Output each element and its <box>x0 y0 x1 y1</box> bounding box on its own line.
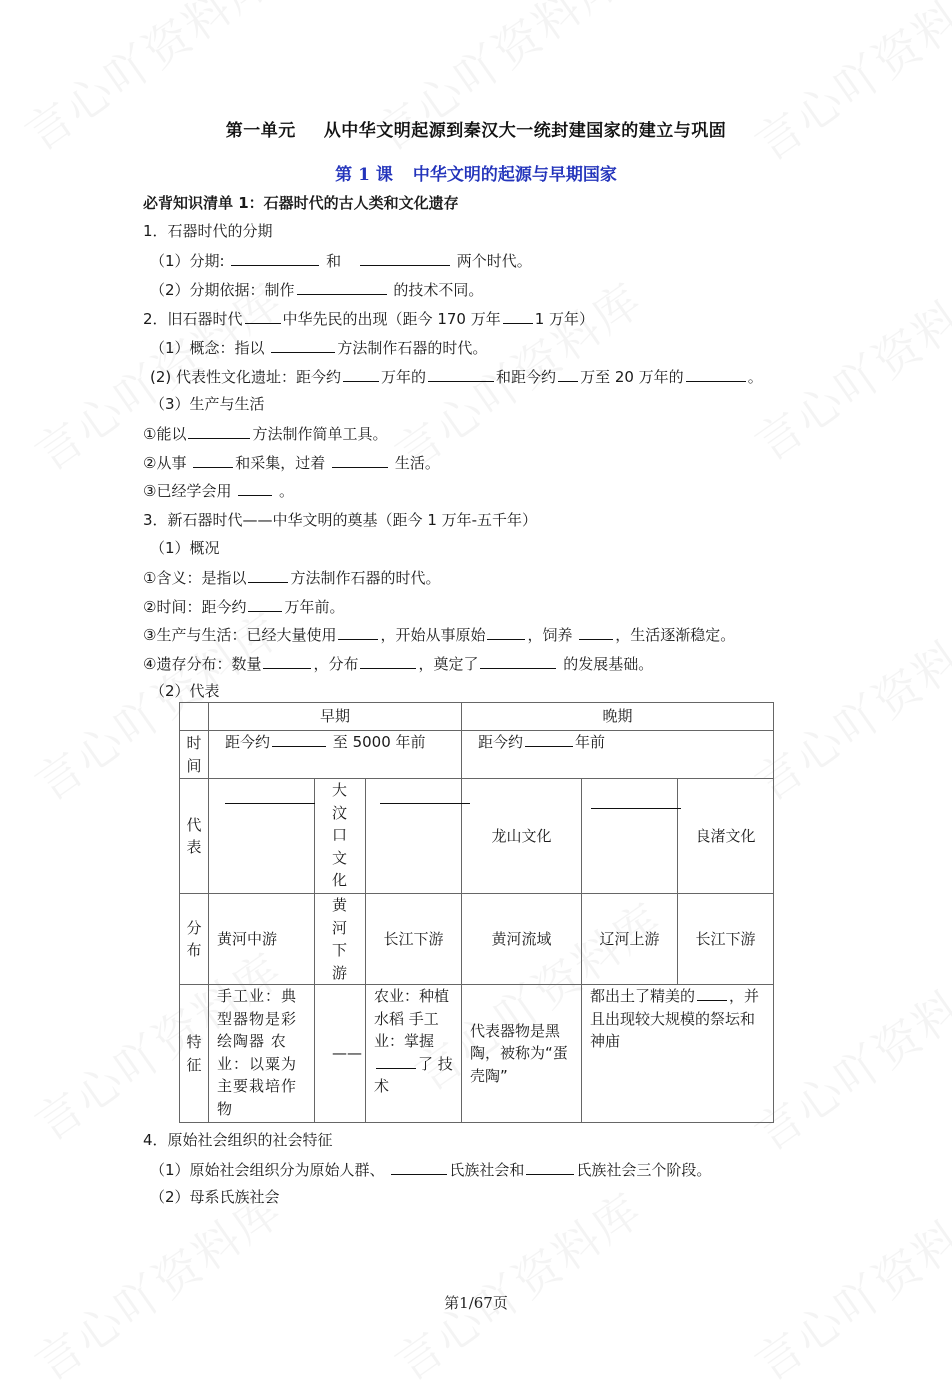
s3-title: 3．新石器时代——中华文明的奠基（距今 1 万年-五千年） <box>143 511 538 529</box>
fill-blank[interactable] <box>376 1053 416 1069</box>
fill-blank[interactable] <box>480 653 556 669</box>
text: （2）分期依据：制作 <box>150 281 295 299</box>
s2-line2 <box>150 366 763 387</box>
text: ，饲养 <box>527 626 573 644</box>
fill-blank[interactable] <box>525 731 573 747</box>
rep-late-blank[interactable] <box>582 779 678 894</box>
fill-blank[interactable] <box>231 250 319 266</box>
table-header-row <box>180 703 774 731</box>
header-late: 晚期 <box>462 703 774 731</box>
text: ①能以 <box>143 425 187 443</box>
fill-blank[interactable] <box>360 653 416 669</box>
s2-item2 <box>143 452 440 473</box>
text: 中华先民的出现（距今 170 万年 <box>282 310 501 328</box>
label-text: 特征 <box>186 1033 202 1074</box>
fill-blank[interactable] <box>332 452 388 468</box>
s3-item4 <box>143 653 653 674</box>
text: （1）概念：指以 <box>150 339 265 357</box>
s3-item2 <box>143 596 344 617</box>
dist-c4: 黄河流域 <box>462 894 582 985</box>
text: ②时间：距今约 <box>143 598 247 616</box>
s2-title <box>143 308 594 329</box>
rep-longshan: 龙山文化 <box>462 779 582 894</box>
rep-early-blank-2[interactable] <box>366 779 462 894</box>
label-text: 代表 <box>186 815 202 856</box>
rep-liangzhu: 良渚文化 <box>678 779 774 894</box>
text: 1 万年） <box>534 310 595 328</box>
fill-blank[interactable] <box>391 1159 447 1175</box>
fill-blank[interactable] <box>343 366 379 382</box>
text: ③生产与生活：已经大量使用 <box>143 626 337 644</box>
fill-blank[interactable] <box>272 731 326 747</box>
fill-blank[interactable] <box>526 1159 574 1175</box>
fill-blank[interactable] <box>338 624 378 640</box>
row-label-rep <box>180 779 209 894</box>
text: （1）原始社会组织分为原始人群、 <box>150 1161 385 1179</box>
table-row-time <box>180 731 774 779</box>
text: （1）分期: <box>150 252 225 270</box>
fill-blank[interactable] <box>248 567 288 583</box>
dist-c6: 长江下游 <box>678 894 774 985</box>
fill-blank[interactable] <box>697 985 727 1001</box>
text: ，生活逐渐稳定。 <box>615 626 736 644</box>
unit-title <box>0 116 952 141</box>
feat-c4: 代表器物是黑陶，被称为“蛋壳陶” <box>462 985 582 1123</box>
text: 两个时代。 <box>456 252 532 270</box>
text: 。 <box>279 482 295 500</box>
s2-line1 <box>150 337 487 358</box>
fill-blank[interactable] <box>591 793 681 809</box>
text: 方法制作石器的时代。 <box>337 339 488 357</box>
lesson-text: 中华文明的起源与早期国家 <box>412 165 617 185</box>
text: ①含义：是指以 <box>143 569 247 587</box>
s2-line3: （3）生产与生活 <box>150 395 265 413</box>
text: 万年前。 <box>284 598 345 616</box>
s1-line2 <box>150 279 483 300</box>
section-heading: 必背知识清单 1：石器时代的古人类和文化遗存 <box>143 194 459 212</box>
fill-blank[interactable] <box>248 596 282 612</box>
text: 年前 <box>575 733 606 751</box>
header-early: 早期 <box>209 703 462 731</box>
text: —— <box>332 1044 362 1063</box>
text: 的技术不同。 <box>393 281 484 299</box>
text: 2．旧石器时代 <box>143 310 243 328</box>
text: 和 <box>326 252 342 270</box>
row-label-time <box>180 731 209 779</box>
unit-label: 第一单元 <box>225 121 296 141</box>
dist-c5: 辽河上游 <box>582 894 678 985</box>
fill-blank[interactable] <box>360 250 450 266</box>
dist-c2 <box>315 894 366 985</box>
text: 距今约 <box>478 733 524 751</box>
feat-c2 <box>315 985 366 1123</box>
text: ③已经学会用 <box>143 482 232 500</box>
fill-blank[interactable] <box>225 788 315 804</box>
dist-c1: 黄河中游 <box>209 894 315 985</box>
text: 至 5000 年前 <box>332 733 426 751</box>
s3-item3 <box>143 624 735 645</box>
text: 技术 <box>374 1054 453 1095</box>
s3-line1: （1）概况 <box>150 539 220 557</box>
label-text: 时间 <box>186 734 202 775</box>
rep-early-blank-1[interactable] <box>209 779 315 894</box>
fill-blank[interactable] <box>188 423 250 439</box>
fill-blank[interactable] <box>263 653 311 669</box>
s2-item3 <box>143 480 294 501</box>
text: 氏族社会三个阶段。 <box>576 1161 712 1179</box>
lesson-title <box>0 160 952 185</box>
lesson-label: 第 1 课 <box>335 165 393 185</box>
feat-c1: 手工业：典型器物是彩绘陶器 农业：以粟为主要栽培作物 <box>209 985 315 1123</box>
fill-blank[interactable] <box>380 788 470 804</box>
table-row-dist <box>180 894 774 985</box>
fill-blank[interactable] <box>297 279 387 295</box>
text: 方法制作石器的时代。 <box>290 569 441 587</box>
text: 方法制作简单工具。 <box>252 425 388 443</box>
table-row-rep <box>180 779 774 894</box>
fill-blank[interactable] <box>686 366 746 382</box>
time-early-cell <box>209 731 462 779</box>
table-corner-cell <box>180 703 209 731</box>
time-late-cell <box>462 731 774 779</box>
text: 的发展基础。 <box>563 655 654 673</box>
neolithic-culture-table <box>179 702 774 1123</box>
page-number: 第1/67页 <box>444 1294 508 1312</box>
text: 。 <box>747 368 763 386</box>
row-label-feat <box>180 985 209 1123</box>
text: ④遗存分布：数量 <box>143 655 262 673</box>
text: 距今约 <box>225 733 271 751</box>
fill-blank[interactable] <box>238 480 272 496</box>
table-row-feat <box>180 985 774 1123</box>
text: 农业：种植水稻 手工业：掌握 <box>374 987 450 1050</box>
feat-c3 <box>366 985 462 1123</box>
s3-item1 <box>143 567 440 588</box>
s1-line1 <box>150 250 532 271</box>
text: 了 <box>418 1054 434 1073</box>
text: ，分布 <box>313 655 359 673</box>
rep-dawenkou <box>315 779 366 894</box>
text: ，开始从事原始 <box>380 626 486 644</box>
row-label-dist <box>180 894 209 985</box>
text: 黄河下游 <box>332 896 348 982</box>
dist-c3: 长江下游 <box>366 894 462 985</box>
fill-blank[interactable] <box>487 624 525 640</box>
text: 氏族社会和 <box>449 1161 525 1179</box>
text: ，并且出现较大规模的祭坛和神庙 <box>590 987 760 1050</box>
text: 和采集，过着 <box>235 454 326 472</box>
fill-blank[interactable] <box>193 452 233 468</box>
feat-c56 <box>582 985 774 1123</box>
unit-text: 从中华文明起源到秦汉大一统封建国家的建立与巩固 <box>323 121 727 141</box>
text: 和距今约 <box>496 368 557 386</box>
label-text: 分布 <box>186 918 202 959</box>
text: ②从事 <box>143 454 187 472</box>
fill-blank[interactable] <box>558 366 578 382</box>
text: 万至 20 万年的 <box>580 368 684 386</box>
s4-line1 <box>150 1159 711 1180</box>
fill-blank[interactable] <box>579 624 613 640</box>
text: 万年的 <box>381 368 427 386</box>
text: 生活。 <box>394 454 440 472</box>
fill-blank[interactable] <box>245 308 281 324</box>
text: (2) 代表性文化遗址：距今约 <box>150 368 342 386</box>
s3-line2: （2）代表 <box>150 682 220 700</box>
fill-blank[interactable] <box>503 308 533 324</box>
s1-title: 1．石器时代的分期 <box>143 222 273 240</box>
s4-line2: （2）母系氏族社会 <box>150 1188 280 1206</box>
s4-title: 4．原始社会组织的社会特征 <box>143 1131 333 1149</box>
fill-blank[interactable] <box>271 337 335 353</box>
s2-item1 <box>143 423 387 444</box>
text: ，奠定了 <box>418 655 479 673</box>
text: 都出土了精美的 <box>590 987 696 1005</box>
fill-blank[interactable] <box>428 366 494 382</box>
text: 大汶口文化 <box>332 781 348 889</box>
